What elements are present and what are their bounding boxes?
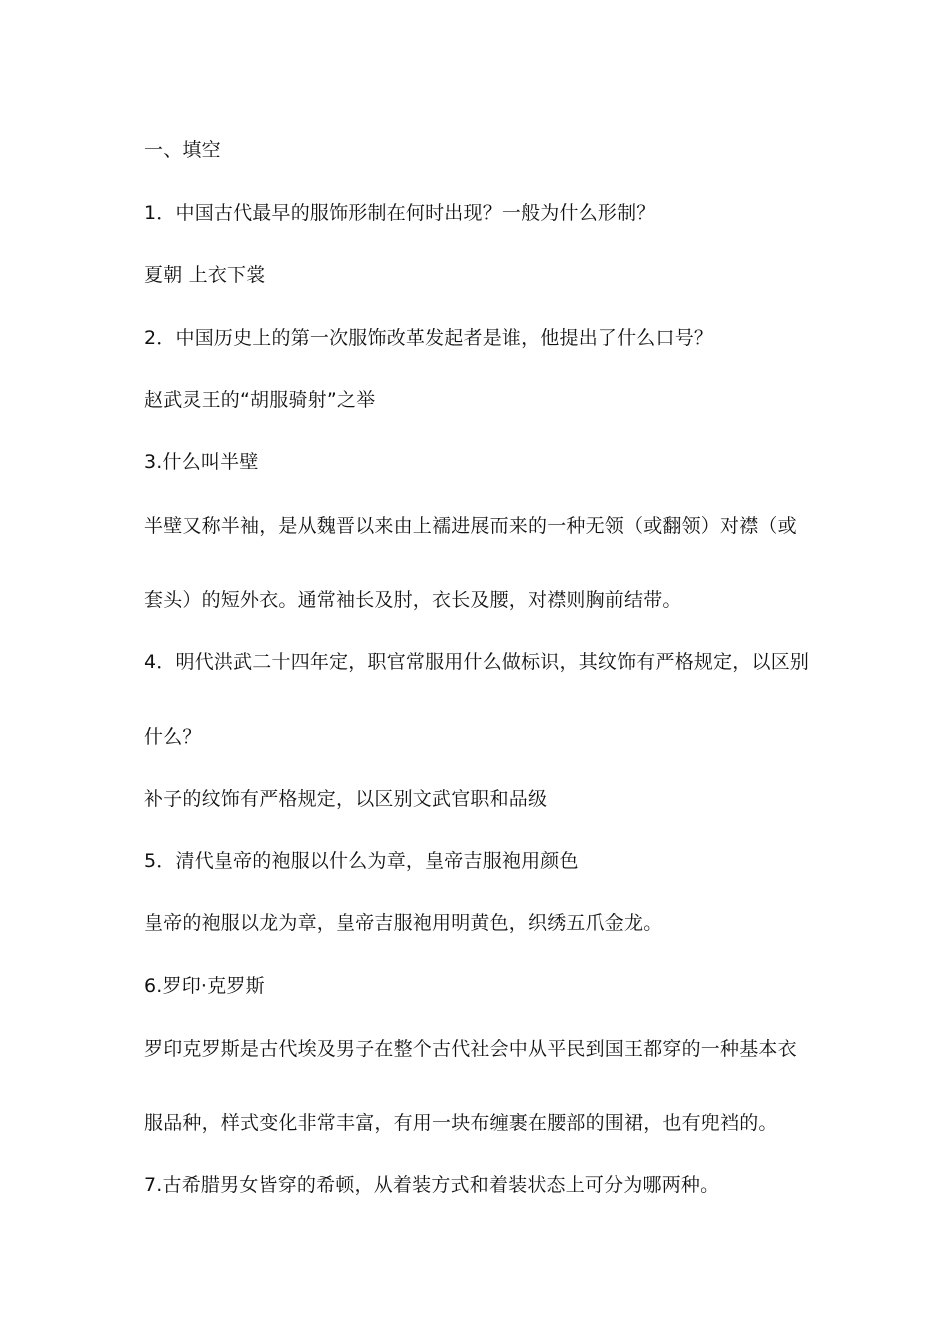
question-4-line-1: 4．明代洪武二十四年定，职官常服用什么做标识，其纹饰有严格规定，以区别 bbox=[144, 651, 810, 673]
answer-5: 皇帝的袍服以龙为章，皇帝吉服袍用明黄色，织绣五爪金龙。 bbox=[144, 912, 663, 934]
answer-3-line-2: 套头）的短外衣。通常袖长及肘，衣长及腰，对襟则胸前结带。 bbox=[144, 589, 682, 611]
answer-4: 补子的纹饰有严格规定，以区别文武官职和品级 bbox=[144, 788, 548, 810]
answer-1: 夏朝 上衣下裳 bbox=[144, 264, 266, 286]
answer-6-line-2: 服品种，样式变化非常丰富，有用一块布缠裹在腰部的围裙，也有兜裆的。 bbox=[144, 1112, 778, 1134]
question-1: 1．中国古代最早的服饰形制在何时出现？一般为什么形制？ bbox=[144, 202, 656, 224]
question-5: 5．清代皇帝的袍服以什么为章，皇帝吉服袍用颜色 bbox=[144, 850, 579, 872]
question-4-line-2: 什么？ bbox=[144, 726, 202, 748]
question-3: 3.什么叫半壁 bbox=[144, 451, 259, 473]
question-7: 7.古希腊男女皆穿的希顿，从着装方式和着装状态上可分为哪两种。 bbox=[144, 1174, 720, 1196]
question-6: 6.罗印·克罗斯 bbox=[144, 975, 265, 997]
section-title: 一、填空 bbox=[144, 139, 221, 161]
answer-2: 赵武灵王的“胡服骑射”之举 bbox=[144, 389, 376, 411]
answer-3-line-1: 半壁又称半袖，是从魏晋以来由上襦进展而来的一种无领（或翻领）对襟（或 bbox=[144, 515, 797, 537]
answer-6-line-1: 罗印克罗斯是古代埃及男子在整个古代社会中从平民到国王都穿的一种基本衣 bbox=[144, 1038, 797, 1060]
question-2: 2．中国历史上的第一次服饰改革发起者是谁，他提出了什么口号？ bbox=[144, 327, 714, 349]
